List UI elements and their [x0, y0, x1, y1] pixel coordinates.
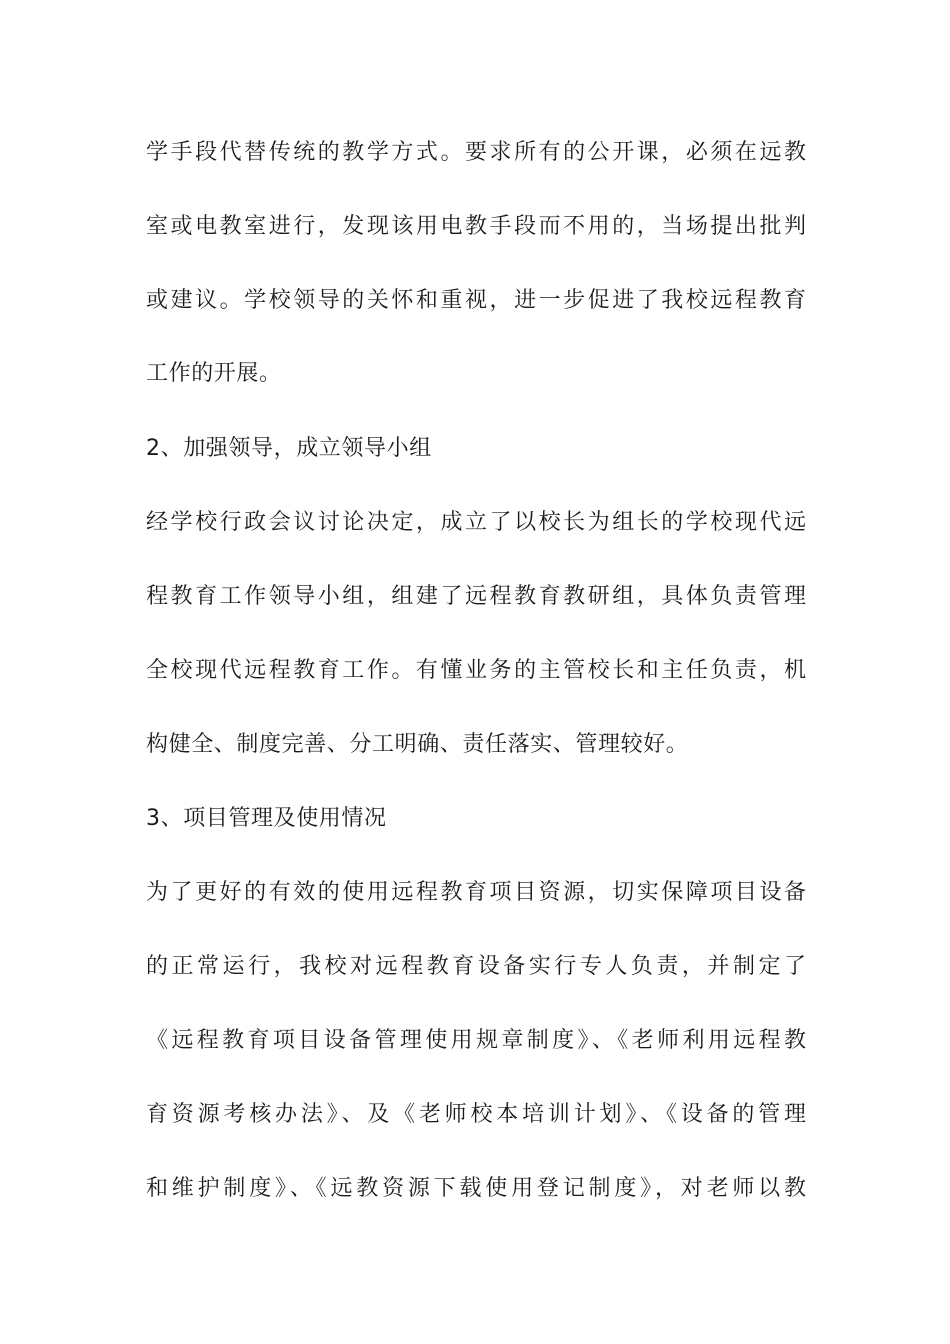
- paragraph-line: 为了更好的有效的使用远程教育项目资源，切实保障项目设备: [146, 880, 806, 905]
- paragraph-line: 经学校行政会议讨论决定，成立了以校长为组长的学校现代远: [146, 510, 806, 535]
- paragraph-line: 或建议。学校领导的关怀和重视，进一步促进了我校远程教育: [146, 288, 806, 313]
- paragraph-line: 室或电教室进行，发现该用电教手段而不用的，当场提出批判: [146, 214, 806, 239]
- section-heading: 2、加强领导，成立领导小组: [146, 436, 432, 461]
- paragraph-line: 的正常运行，我校对远程教育设备实行专人负责，并制定了: [146, 954, 806, 979]
- paragraph-line: 和维护制度》、《远教资源下载使用登记制度》，对老师以教: [146, 1176, 806, 1201]
- paragraph-line: 学手段代替传统的教学方式。要求所有的公开课，必须在远教: [146, 140, 806, 165]
- paragraph-line: 育资源考核办法》、及《老师校本培训计划》、《设备的管理: [146, 1102, 806, 1127]
- section-heading: 3、项目管理及使用情况: [146, 806, 387, 831]
- paragraph-line: 工作的开展。: [146, 361, 282, 386]
- paragraph-line: 《远程教育项目设备管理使用规章制度》、《老师利用远程教: [146, 1028, 806, 1053]
- paragraph-line: 构健全、制度完善、分工明确、责任落实、管理较好。: [146, 732, 689, 757]
- paragraph-line: 程教育工作领导小组，组建了远程教育教研组，具体负责管理: [146, 584, 806, 609]
- paragraph-line: 全校现代远程教育工作。有懂业务的主管校长和主任负责，机: [146, 658, 806, 683]
